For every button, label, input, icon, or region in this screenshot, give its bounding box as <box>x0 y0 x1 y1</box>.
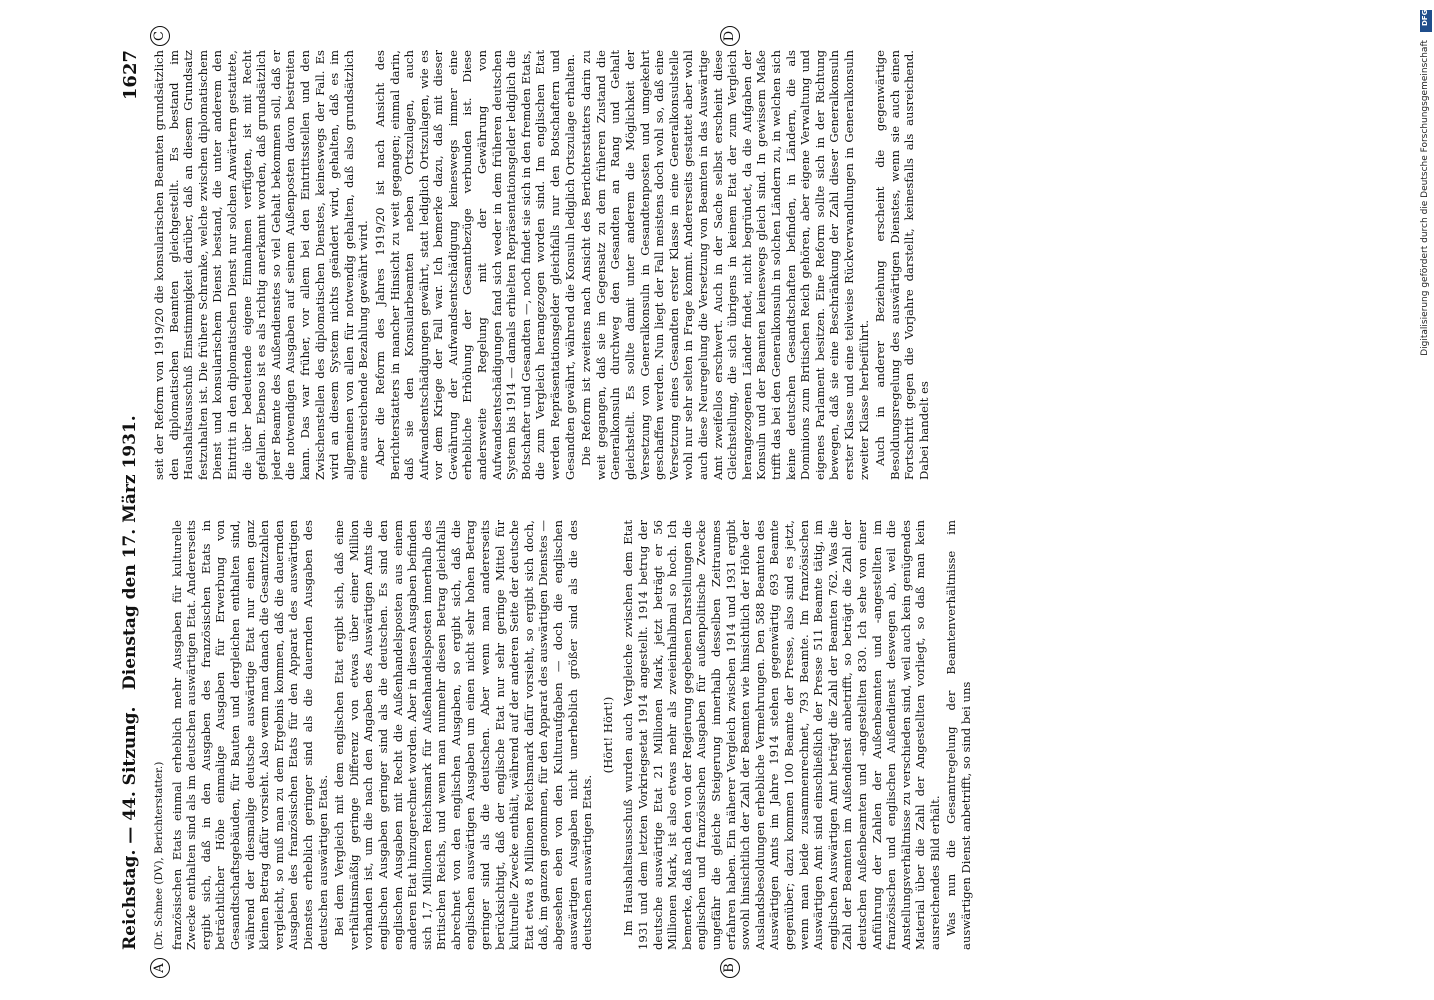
left-column <box>152 520 1352 950</box>
margin-marker-d: D <box>720 26 740 46</box>
digitization-credit <box>1420 40 1434 990</box>
paragraph: Aber die Reform des Jahres 1919/20 ist nach Ansicht des Berichterstatters in mancher Hinsicht zu weit gegangen; einmal darin, daß sie den Konsularbeamten neben Ortszulagen, auch Aufwandsentschädigungen gewährt, statt lediglich Ortszulagen, wie es vor dem Kriege der Fall war. Ich bemerke dazu, daß mit dieser Gewährung der Aufwandsentschädigung keineswegs immer eine erhebliche Erhöhung der Gesamtbezüge verbunden ist. Diese andersweite Regelung mit der Gewährung von Aufwandsentschädigungen fand sich weder in dem früheren deutschen System bis 1914 — damals erhielten Repräsentationsgelder lediglich die Botschafter und Gesandten —, noch findet sie sich in den fremden Etats, die zum Vergleich herangezogen worden sind. Im englischen Etat werden Repräsentationsgelder gleichfalls nur den Botschaftern und Gesandten gewährt, während die Konsuln lediglich Ortszulage erhalten. <box>372 50 577 480</box>
paragraph: Auch in anderer Beziehung erscheint die gegenwärtige Besoldungsregelung des auswärtigen Dienstes, wenn sie auch einen Fortschritt gegen die Vorjahre darstellt, keinesfalls als ausreichend. Dabei handelt es <box>873 50 931 480</box>
paragraph: Die Reform ist zweitens nach Ansicht des Berichterstatters darin zu weit gegangen, daß sie im Gegensatz zu dem früheren Zustand die Generalkonsuln durchweg den Gesandten an Rang und Gehalt gleichstellt. Es sollte damit unter anderem die Möglichkeit der Versetzung von Generalkonsuln in Gesandtenposten und umgekehrt geschaffen werden. Nun liegt der Fall meistens doch wohl so, daß eine Versetzung eines Gesandten erster Klasse in eine Generalkonsulstelle wohl nur sehr selten in Frage kommt. Andererseits gestattet aber wohl auch diese Neuregelung die Versetzung von Beamten in das Auswärtige Amt zweifellos erschwert. Auch in der Sache selbst erscheint diese Gleichstellung, die sich übrigens in keinem Etat der zum Vergleich herangezogenen Länder findet, nicht begründet, da die Aufgaben der Konsuln und der Beamten keineswegs gleich sind. In gewissem Maße trifft das bei den Generalkonsuln in solchen Ländern zu, in welchen sich keine deutschen Gesandtschaften befinden, in Ländern, die als Dominions zum Britischen Reich gehören, aber eigene Verwaltung und eigenes Parlament besitzen. Eine Reform sollte sich in der Richtung bewegen, daß sie eine Beschränkung der Zahl dieser Generalkonsuln erster Klasse und eine teilweise Rückverwandlungen in Generalkonsuln zweiter Klasse herbeiführt. <box>579 50 871 480</box>
rotated-page-content <box>120 30 1434 973</box>
credit-text: Digitalisierung gefördert durch die Deutsche Forschungsgemeinschaft <box>1420 40 1430 356</box>
speaker-line: (Dr. Schnee (DV), Berichterstatter.) <box>153 761 165 950</box>
margin-marker-b: B <box>720 958 740 978</box>
running-header <box>120 50 144 950</box>
dfg-logo: DFG <box>1420 10 1432 32</box>
margin-marker-c: C <box>150 26 170 46</box>
page-number: 1627 <box>120 50 141 101</box>
paragraph: Bei dem Vergleich mit dem englischen Etat ergibt sich, daß eine verhältnismäßig geringe Differenz von etwas über einer Million vorhanden ist, um die nach den Angaben des Auswärtigen Amts die englischen Ausgaben geringer sind als die deutschen. Es sind den englischen Ausgaben mit Recht die Außenhandelsposten aus einem anderen Etat hinzugerechnet worden. Aber in diesen Ausgaben befinden sich 1,7 Millionen Reichsmark für Außenhandelsposten innerhalb des Britischen Reichs, und wenn man nunmehr diesen Betrag gleichfalls abrechnet von den englischen Ausgaben, so ergibt sich, daß die englischen auswärtigen Ausgaben um einen nicht sehr hohen Betrag geringer sind als die deutschen. Aber wenn man andererseits berücksichtigt, daß der englische Etat nur sehr geringe Mittel für kulturelle Zwecke enthält, während auf der anderen Seite der deutsche Etat etwa 8 Millionen Reichsmark dafür vorsieht, so ergibt sich doch, daß, im ganzen genommen, für den Apparat des auswärtigen Dienstes — abgesehen eben von den Kulturaufgaben — doch die englischen auswärtigen Ausgaben nicht unerheblich größer sind als die des deutschen auswärtigen Etats. <box>332 520 595 950</box>
paragraph: Was nun die Gesamtregelung der Beamtenverhältnisse im auswärtigen Dienst anbetrifft, so sind bei uns <box>944 520 974 950</box>
margin-marker-a: A <box>150 958 170 978</box>
interjection: (Hört! Hört!) <box>600 696 615 774</box>
paragraph: Im Haushaltsausschuß wurden auch Vergleiche zwischen dem Etat 1931 und dem letzten Vorkriegsetat 1914 angestellt. 1914 betrug der deutsche auswärtige Etat 21 Millionen Mark, jetzt beträgt er 56 Millionen Mark, ist also etwas mehr als zweieinhalbmal so hoch. Ich bemerke, daß nach den von der Regierung gegebenen Darstellungen die englischen und französischen Ausgaben für außenpolitische Zwecke ungefähr die gleiche Steigerung innerhalb desselben Zeitraumes erfahren haben. Ein näherer Vergleich zwischen 1914 und 1931 ergibt sowohl hinsichtlich der Zahl der Beamten wie hinsichtlich der Höhe der Auslandsbesoldungen erhebliche Vermehrungen. Den 588 Beamten des Auswärtigen Amts im Jahre 1914 stehen gegenwärtig 693 Beamte gegenüber; dazu kommen 100 Beamte der Presse, also sind es jetzt, wenn man beide zusammenrechnet, 793 Beamte. Im französischen Auswärtigen Amt sind einschließlich der Presse 511 Beamte tätig, im englischen Auswärtigen Amt beträgt die Zahl der Beamten 762. Was die Zahl der Beamten im Außendienst anbetrifft, so beträgt die Zahl der deutschen Außenbeamten und -angestellten 830. Ich sehe von einer Anführung der Zahlen der Außenbeamten und -angestellten im französischen und englischen Außendienst deswegen ab, weil die Anstellungsverhältnisse zu verschieden sind, weil auch kein genügendes Material über die Zahl der Angestellten vorliegt, so daß man kein ausreichendes Bild erhält. <box>621 520 942 950</box>
header-session: Reichstag. — 44. Sitzung. <box>120 706 140 950</box>
paragraph: französischen Etats einmal erheblich mehr Ausgaben für kulturelle Zwecke enthalten sind als im deutschen auswärtigen Etat. Andererseits ergibt sich, daß in den Ausgaben des französischen Etats in beträchtlicher Höhe einmalige Ausgaben für Erwerbung von Gesandtschaftsgebäuden, für Bauten und dergleichen enthalten sind, während der diesmalige deutsche auswärtige Etat nur einen ganz kleinen Betrag dafür vorsieht. Also wenn man danach die Gesamtzahlen vergleicht, so muß man zu dem Ergebnis kommen, daß die dauernden Ausgaben des französischen Etats für den Apparat des auswärtigen Dienstes erheblich geringer sind als die dauernden Ausgaben des deutschen auswärtigen Etats. <box>169 520 330 950</box>
header-date: Dienstag den 17. März 1931. <box>120 415 140 690</box>
right-column <box>152 50 1352 480</box>
paragraph: seit der Reform von 1919/20 die konsularischen Beamten grundsätzlich den diplomatischen Beamten gleichgestellt. Es bestand im Haushaltsausschuß Einstimmigkeit darüber, daß an diesem Grundsatz festzuhalten ist. Die frühere Schranke, welche zwischen diplomatischem Dienst und konsularischem Dienst bestand, die unter anderem den Eintritt in den diplomatischen Dienst nur solchen Anwärtern gestattete, die über bedeutende eigene Einnahmen verfügten, ist mit Recht gefallen. Ebenso ist es als richtig anerkannt worden, daß grundsätzlich jeder Beamte des Außendienstes so viel Gehalt bekommen soll, daß er die notwendigen Ausgaben auf seinem Außenposten davon bestreiten kann. Das war früher, vor allem bei den Eintrittsstellen und den Zwischenstellen des diplomatischen Dienstes, keineswegs der Fall. Es wird an diesem System nichts geändert wird, gehalten, daß es im allgemeinen von allen für notwendig gehalten, daß also grundsätzlich eine ausreichende Bezahlung gewährt wird. <box>152 50 371 480</box>
